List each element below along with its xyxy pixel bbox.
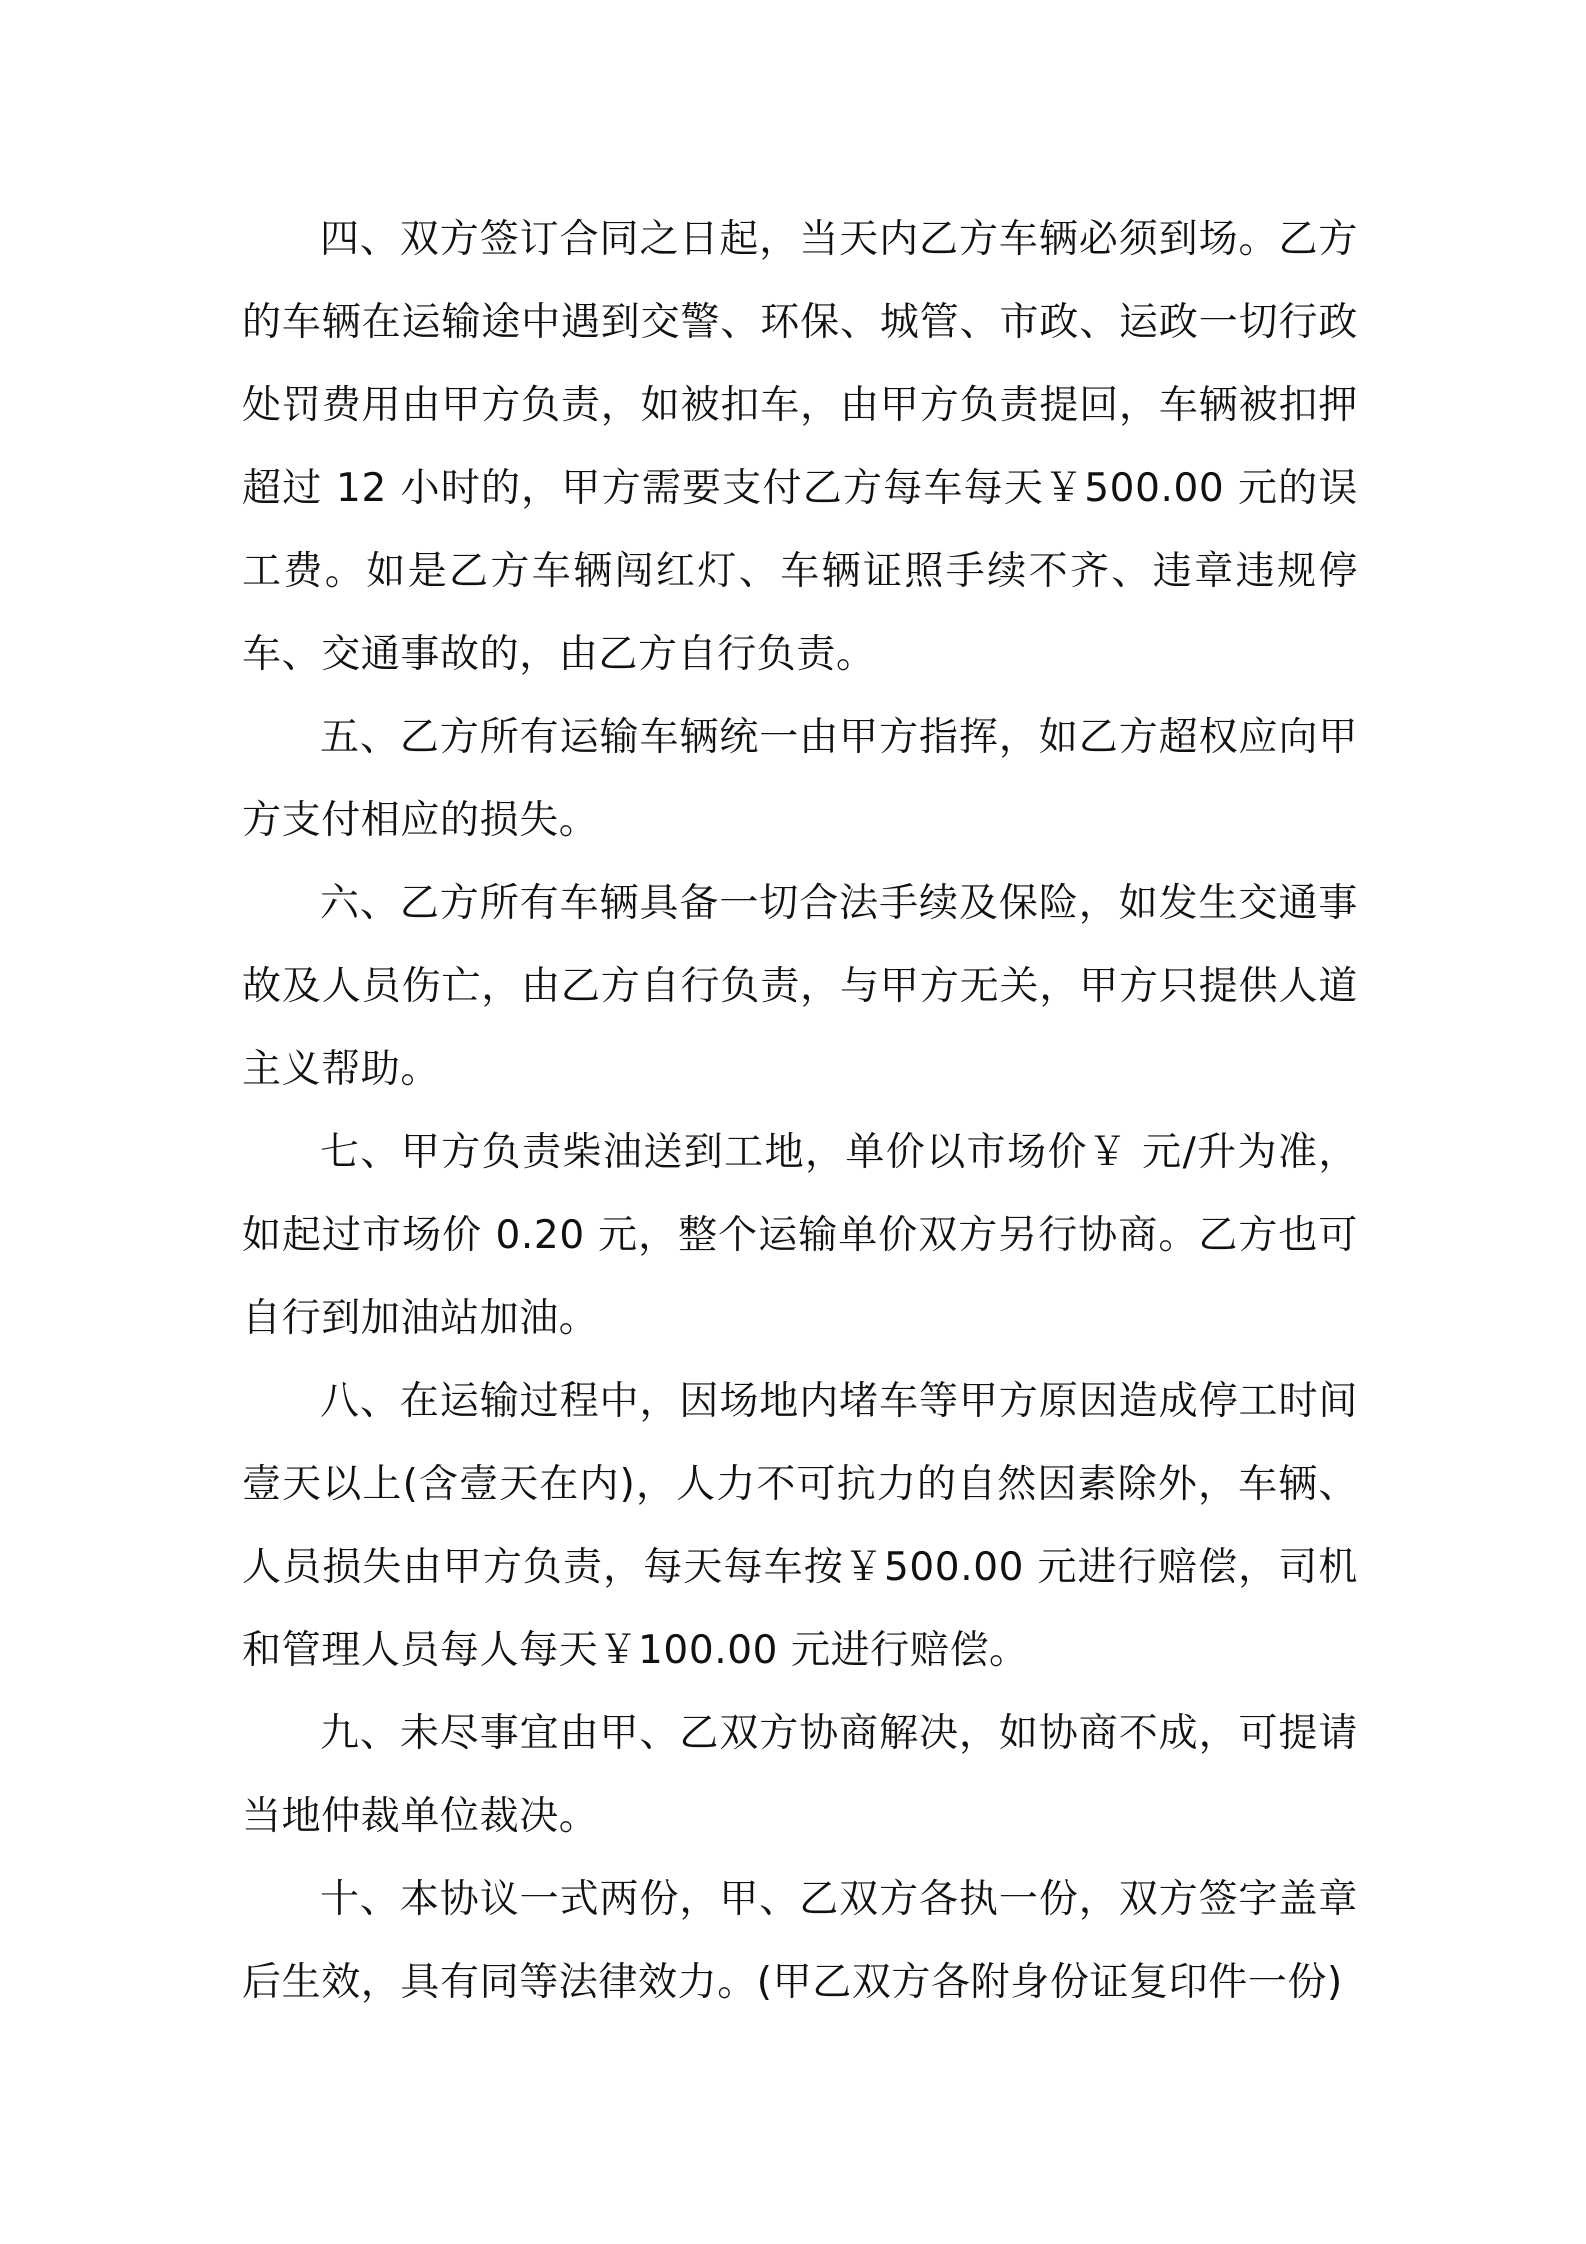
clause-7-paragraph: 七、甲方负责柴油送到工地，单价以市场价￥ 元/升为准，如起过市场价 0.20 元，整个运输单价双方另行协商。乙方也可自行到加油站加油。 [242, 1130, 1358, 1341]
clause-6-paragraph: 六、乙方所有车辆具备一切合法手续及保险，如发生交通事故及人员伤亡，由乙方自行负责，与甲方无关，甲方只提供人道主义帮助。 [242, 881, 1358, 1092]
document-body [242, 198, 1358, 2024]
clause-10-paragraph: 十、本协议一式两份，甲、乙双方各执一份，双方签字盖章后生效，具有同等法律效力。(甲乙双方各附身份证复印件一份) [242, 1877, 1358, 2005]
clause-8-paragraph: 八、在运输过程中，因场地内堵车等甲方原因造成停工时间壹天以上(含壹天在内)，人力不可抗力的自然因素除外，车辆、人员损失由甲方负责，每天每车按￥500.00 元进行赔偿，司机和管理人员每人每天￥100.00 元进行赔偿。 [242, 1379, 1358, 1673]
clause-9-paragraph: 九、未尽事宜由甲、乙双方协商解决，如协商不成，可提请当地仲裁单位裁决。 [242, 1711, 1358, 1839]
clause-5-paragraph: 五、乙方所有运输车辆统一由甲方指挥，如乙方超权应向甲方支付相应的损失。 [242, 715, 1358, 843]
clause-4-paragraph: 四、双方签订合同之日起，当天内乙方车辆必须到场。乙方的车辆在运输途中遇到交警、环保、城管、市政、运政一切行政处罚费用由甲方负责，如被扣车，由甲方负责提回，车辆被扣押超过 12 小时的，甲方需要支付乙方每车每天￥500.00 元的误工费。如是乙方车辆闯红灯、车辆证照手续不齐、违章违规停车、交通事故的，由乙方自行负责。 [242, 217, 1358, 677]
